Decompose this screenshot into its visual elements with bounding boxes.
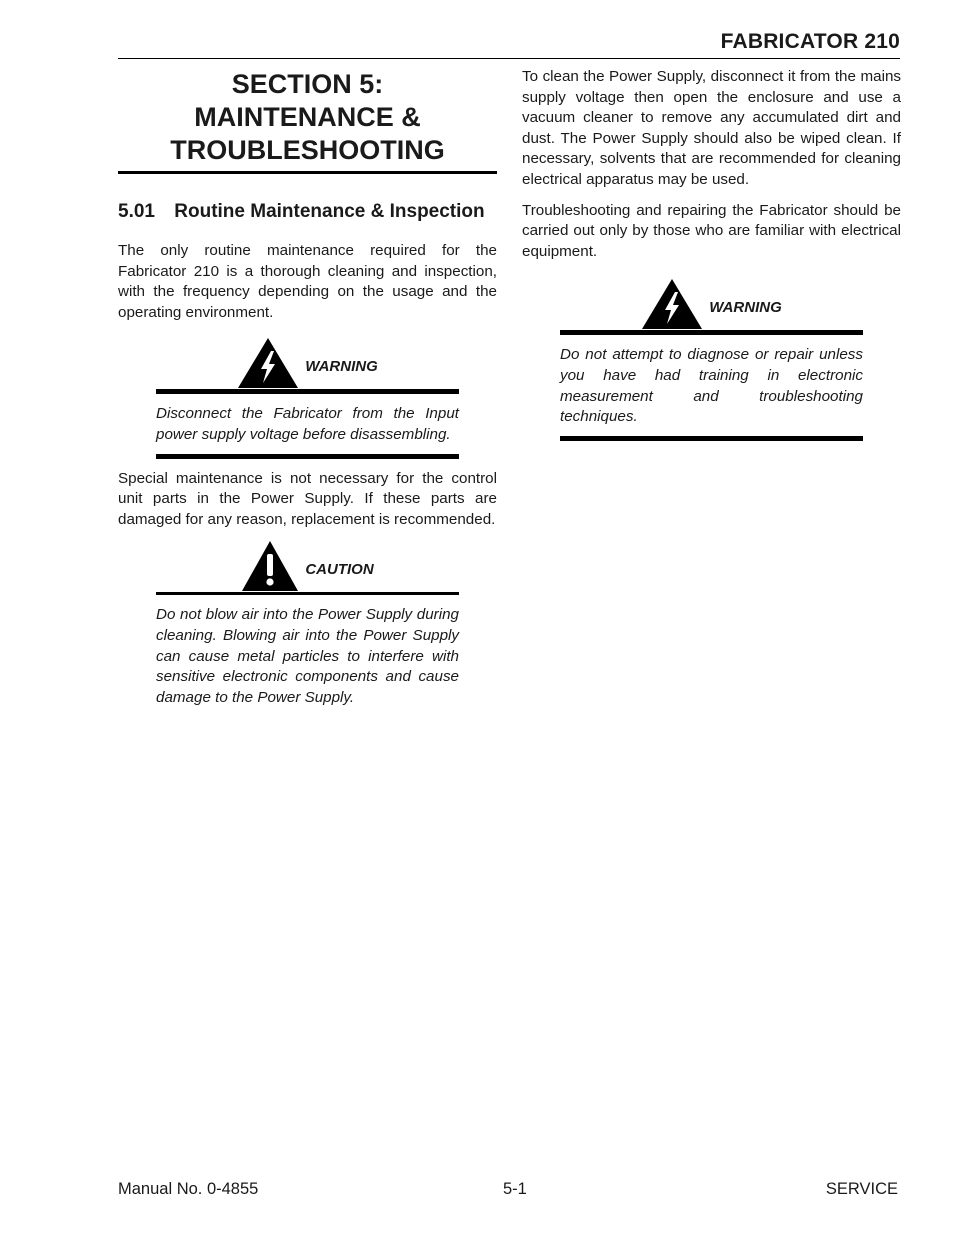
caution-notice-air xyxy=(156,534,459,716)
footer-section-name: SERVICE xyxy=(825,1180,898,1198)
footer-manual-number: Manual No. 0-4855 xyxy=(118,1180,259,1198)
header-rule xyxy=(118,58,900,59)
section-title-line-1: SECTION 5: xyxy=(231,69,384,99)
section-title-line-3: TROUBLESHOOTING xyxy=(170,135,445,165)
caution-label: CAUTION xyxy=(305,561,374,579)
warning-notice-disconnect xyxy=(156,331,459,458)
warning-message: Do not attempt to diagnose or repair unless you have had training in electronic measurement and troubleshooting techniques. xyxy=(560,346,863,426)
warning-label: WARNING xyxy=(709,299,782,317)
high-voltage-warning-icon xyxy=(237,337,299,389)
special-maintenance-paragraph: Special maintenance is not necessary for the control unit parts in the Power Supply. If these parts are damaged for any reason, replacement is recommended. xyxy=(118,469,497,528)
notice-rule-bottom xyxy=(156,454,459,459)
section-title xyxy=(118,68,497,174)
subsection-title: Routine Maintenance & Inspection xyxy=(174,201,485,222)
intro-paragraph: The only routine maintenance required for the Fabricator 210 is a thorough cleaning and inspection, with the frequency depending on the usage and the operating environment. xyxy=(118,242,497,321)
running-header-title: FABRICATOR 210 xyxy=(720,30,900,53)
warning-message: Disconnect the Fabricator from the Input power supply voltage before disassembling. xyxy=(156,405,459,443)
warning-label: WARNING xyxy=(305,358,378,376)
notice-rule-bottom xyxy=(560,436,863,441)
left-column xyxy=(118,66,497,716)
section-title-line-2: MAINTENANCE & xyxy=(194,102,421,132)
high-voltage-warning-icon xyxy=(641,278,703,330)
cleaning-paragraph: To clean the Power Supply, disconnect it from the mains supply voltage then open the enclosure and use a vacuum cleaner to remove any accumulated dirt and dust. The Power Supply should also be wiped clean. If necessary, solvents that are recommended for cleaning electrical apparatus may be used. xyxy=(522,68,901,188)
caution-message: Do not blow air into the Power Supply during cleaning. Blowing air into the Power Supply can cause metal particles to interfere with sensitive electronic components and cause damage to the Power Supply. xyxy=(156,606,459,706)
subsection-heading xyxy=(118,201,497,223)
footer-page-number: 5-1 xyxy=(503,1180,527,1198)
warning-notice-training xyxy=(560,272,863,440)
subsection-number: 5.01 xyxy=(118,201,155,222)
exclamation-caution-icon xyxy=(241,540,299,592)
troubleshooting-paragraph: Troubleshooting and repairing the Fabricator should be carried out only by those who are familiar with electrical equipment. xyxy=(522,201,901,260)
right-column xyxy=(522,67,901,441)
